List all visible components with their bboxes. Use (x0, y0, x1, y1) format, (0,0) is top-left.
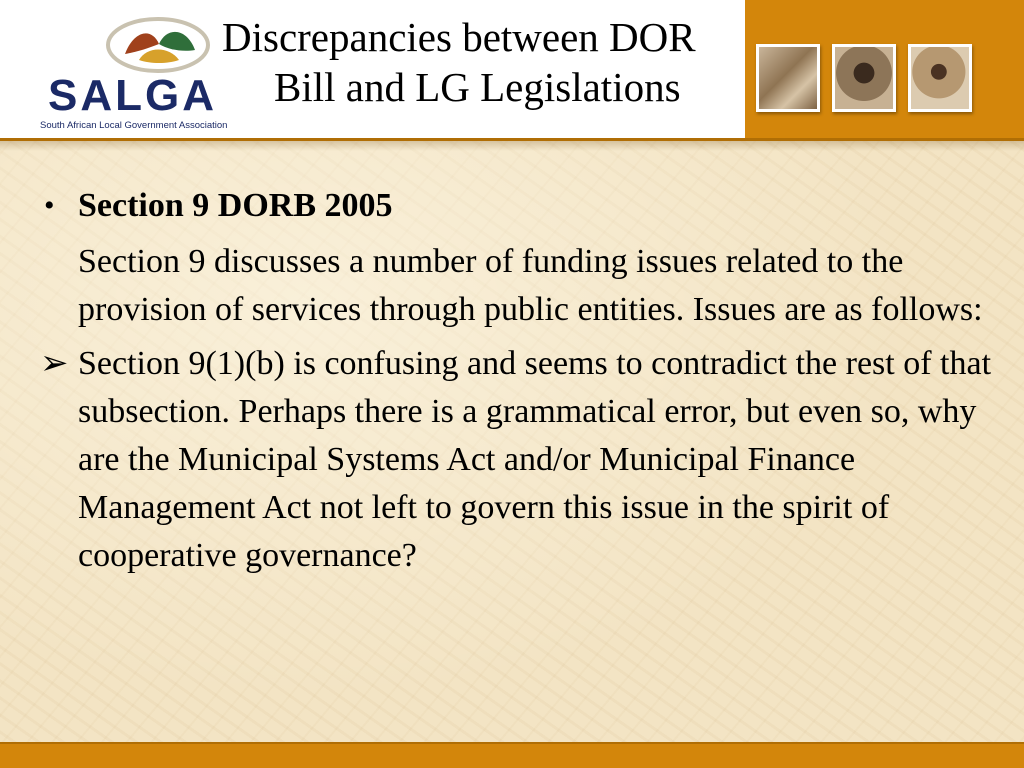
header-photo-2 (832, 44, 896, 112)
header-shadow (0, 141, 1024, 151)
header-bar (0, 0, 1024, 141)
logo-subtitle: South African Local Government Association (40, 120, 228, 131)
logo-wordmark: SALGA (48, 71, 217, 120)
title-line-2: Bill and LG Legislations (274, 64, 681, 110)
title-line-1: Discrepancies between DOR (222, 14, 696, 60)
header-photo-3 (908, 44, 972, 112)
footer-bar (0, 742, 1024, 768)
bullet-section-9 (0, 182, 1024, 334)
header-photo-1 (756, 44, 820, 112)
bullet-dot-icon: • (44, 189, 55, 222)
bullet-text: Section 9(1)(b) is confusing and seems to contradict the rest of that subsection. Perhaps there is a grammatical error, but even so, why are the Municipal Systems Act and/or Municipal Finance Management Act not left to govern this issue in the spirit of cooperative governance? (78, 345, 992, 574)
slide-content (0, 182, 1024, 580)
slide-title (222, 12, 842, 112)
arrow-bullet-icon: ➢ (40, 345, 69, 382)
bullet-section-9-1-b (0, 340, 1024, 580)
bullet-paragraph: Section 9 discusses a number of funding issues related to the provision of services through public entities. Issues are as follows: (78, 243, 983, 328)
salga-emblem-icon (103, 14, 213, 76)
bullet-heading: Section 9 DORB 2005 (78, 187, 393, 224)
